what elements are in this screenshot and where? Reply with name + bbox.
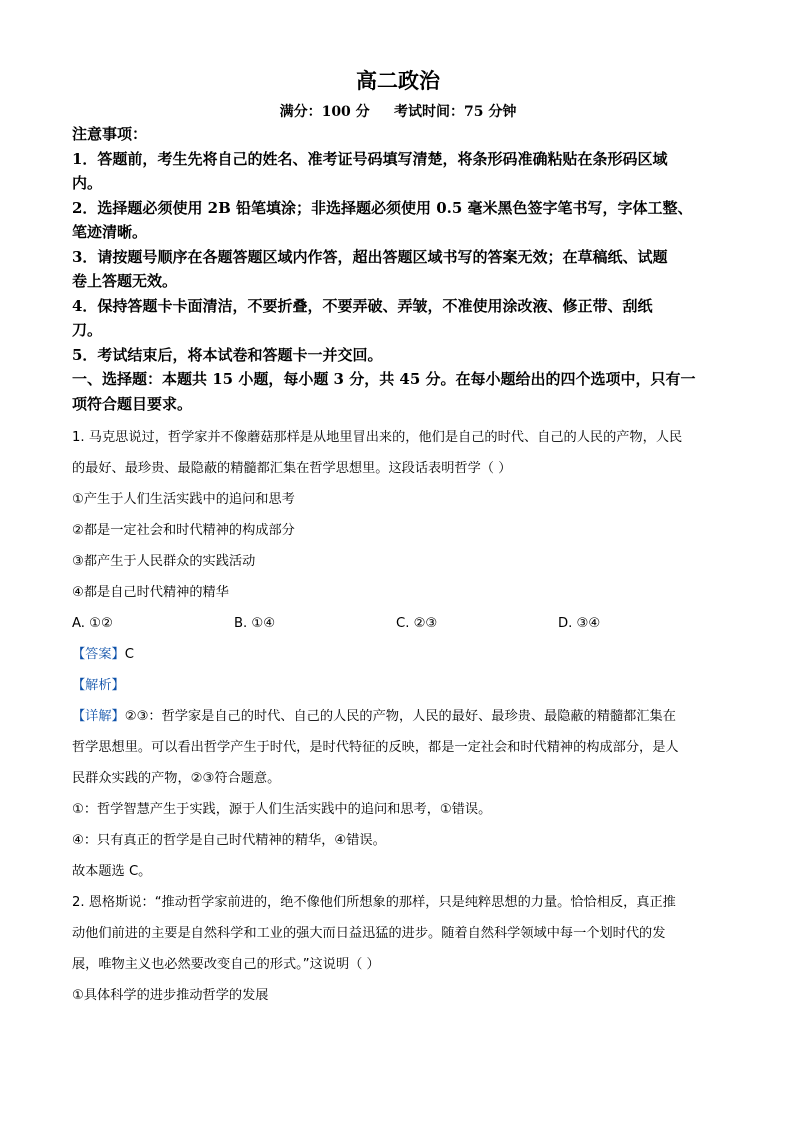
note-line: 3．请按题号顺序在各题答题区域内作答，超出答题区域书写的答案无效；在草稿纸、试题 <box>72 247 668 266</box>
option-b: B. ①④ <box>234 616 276 631</box>
statement: ③都产生于人民群众的实践活动 <box>72 554 256 569</box>
conclusion: 故本题选 C。 <box>72 864 152 879</box>
analysis-line <box>72 670 724 701</box>
option-d: D. ③④ <box>558 616 601 631</box>
option-a: A. ①② <box>72 616 113 631</box>
question-stem: 的最好、最珍贵、最隐蔽的精髓都汇集在哲学思想里。这段话表明哲学（ ） <box>72 461 512 476</box>
answer-value: C <box>124 647 134 662</box>
exam-info: 满分：100 分 考试时间：75 分钟 <box>279 104 517 120</box>
note-line: 4．保持答题卡卡面清洁，不要折叠，不要弄破、弄皱，不准使用涂改液、修正带、刮纸 <box>72 296 653 315</box>
note-line: 2．选择题必须使用 2B 铅笔填涂；非选择题必须使用 0.5 毫米黑色签字笔书写，字体工整、 <box>72 198 693 217</box>
option-c: C. ②③ <box>396 616 438 631</box>
note-line: 刀。 <box>72 321 103 339</box>
note-line: 内。 <box>72 174 103 192</box>
answer-line <box>72 639 724 670</box>
detail-line <box>72 701 724 732</box>
exam-page <box>72 66 724 1011</box>
question-stem: 展，唯物主义也必然要改变自己的形式。”这说明（ ） <box>72 957 380 972</box>
statement: ④都是自己时代精神的精华 <box>72 585 229 600</box>
statement: ①具体科学的进步推动哲学的发展 <box>72 988 269 1003</box>
question-stem: 1. 马克思说过，哲学家并不像蘑菇那样是从地里冒出来的，他们是自己的时代、自己的人民的产物，人民 <box>72 430 683 445</box>
answer-options <box>72 608 724 639</box>
detail-text: 民群众实践的产物，②③符合题意。 <box>72 771 281 786</box>
detail-text: ②③：哲学家是自己的时代、自己的人民的产物，人民的最好、最珍贵、最隐蔽的精髓都汇集在 <box>124 709 676 724</box>
section-heading-line: 一、选择题：本题共 15 小题，每小题 3 分，共 45 分。在每小题给出的四个选项中，只有一 <box>72 370 696 388</box>
page-title: 高二政治 <box>356 68 440 93</box>
notes-section <box>72 122 724 367</box>
detail-text: 哲学思想里。可以看出哲学产生于时代，是时代特征的反映，都是一定社会和时代精神的构成部分，是人 <box>72 740 679 755</box>
note-line: 1．答题前，考生先将自己的姓名、准考证号码填写清楚，将条形码准确粘贴在条形码区域 <box>72 149 668 168</box>
note-line: 笔迹清晰。 <box>72 223 148 241</box>
analysis-tag: 【解析】 <box>72 678 125 693</box>
statement: ②都是一定社会和时代精神的构成部分 <box>72 523 295 538</box>
notes-heading: 注意事项： <box>72 125 148 143</box>
section-heading-line: 项符合题目要求。 <box>72 394 193 413</box>
statement: ①产生于人们生活实践中的追问和思考 <box>72 492 295 507</box>
question-stem: 2. 恩格斯说：“推动哲学家前进的，绝不像他们所想象的那样，只是纯粹思想的力量。恰恰相反，真正推 <box>72 895 676 910</box>
detail-tag: 【详解】 <box>72 709 125 724</box>
section-heading <box>72 367 724 416</box>
question-2 <box>72 887 724 1011</box>
detail-text: ④：只有真正的哲学是自己时代精神的精华，④错误。 <box>72 833 386 848</box>
question-stem: 动他们前进的主要是自然科学和工业的强大而日益迅猛的进步。随着自然科学领域中每一个划时代的发 <box>72 926 666 941</box>
question-1 <box>72 422 724 887</box>
note-line: 卷上答题无效。 <box>72 272 178 290</box>
answer-tag: 【答案】 <box>72 647 125 662</box>
note-line: 5．考试结束后，将本试卷和答题卡一并交回。 <box>72 345 383 364</box>
detail-text: ①：哲学智慧产生于实践，源于人们生活实践中的追问和思考，①错误。 <box>72 802 492 817</box>
